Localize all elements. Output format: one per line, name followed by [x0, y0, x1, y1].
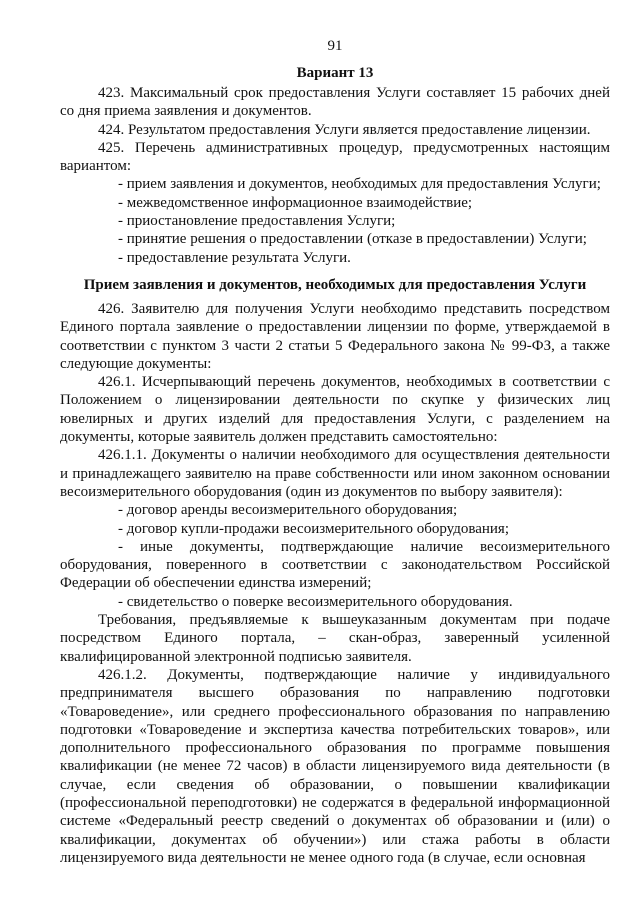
procedure-item: - принятие решения о предоставлении (отказе в предоставлении) Услуги;: [118, 231, 587, 248]
paragraph-425: 425. Перечень административных процедур, предусмотренных настоящим вариантом:: [60, 139, 610, 175]
paragraph-424: 424. Результатом предоставления Услуги является предоставление лицензии.: [98, 121, 591, 138]
requirements-paragraph: Требования, предъявляемые к вышеуказанным документам при подаче посредством Единого портала, – скан-образ, заверенный усиленной квалифицированной электронной подписью заявителя.: [60, 612, 610, 665]
paragraph-426-1-1: 426.1.1. Документы о наличии необходимого для осуществления деятельности и принадлежащего заявителю на праве собственности или ином законном основании весоизмерительного оборудования (один из документов по выбору заявителя):: [60, 447, 610, 500]
paragraph-426-1-2: 426.1.2. Документы, подтверждающие наличие у индивидуального предпринимателя высшего образования по направлению подготовки «Товароведение», или среднего профессионального образования по направлению подготовки «Товароведение и экспертиза качества потребительских товаров», или дополнительного профессионального образования по программе повышения квалификации (не менее 72 часов) в области лицензируемого вида деятельности (в случае, если сведения об образовании, о повышении квалификации (профессиональной переподготовки) не содержатся в федеральной информационной системе «Федеральный реестр сведений о документах об образовании и (или) о квалификации, документах об обучении») или стажа работы в области лицензируемого вида деятельности не менее одного года (в случае, если основная: [60, 666, 610, 866]
paragraph-423: 423. Максимальный срок предоставления Услуги составляет 15 рабочих дней со дня приема заявления и документов.: [60, 85, 610, 120]
variant-heading: Вариант 13: [296, 65, 374, 81]
procedure-item: - прием заявления и документов, необходимых для предоставления Услуги;: [118, 176, 601, 193]
document-item: - свидетельство о поверке весоизмерительного оборудования.: [118, 593, 513, 610]
page-number: 91: [327, 38, 343, 54]
procedure-item: - предоставление результата Услуги.: [118, 249, 351, 266]
section-title: Прием заявления и документов, необходимых для предоставления Услуги: [83, 276, 587, 293]
procedure-item: - приостановление предоставления Услуги;: [118, 213, 396, 230]
document-item: - иные документы, подтверждающие наличие весоизмерительного оборудования, поверенного в соответствии с законодательством Российской Федерации об обеспечении единства измерений;: [60, 538, 610, 592]
paragraph-426-1: 426.1. Исчерпывающий перечень документов, необходимых в соответствии с Положением о лицензировании деятельности по скупке у физических лиц ювелирных и других изделий для предоставления Услуги, с разделением на документы, которые заявитель должен представить самостоятельно:: [60, 374, 610, 446]
procedure-item: - межведомственное информационное взаимодействие;: [118, 194, 473, 211]
document-item: - договор аренды весоизмерительного оборудования;: [118, 502, 458, 519]
document-item: - договор купли-продажи весоизмерительного оборудования;: [118, 520, 510, 537]
paragraph-426: 426. Заявителю для получения Услуги необходимо представить посредством Единого портала заявление о предоставлении лицензии по форме, утверждаемой в соответствии с пунктом 3 части 2 статьи 5 Федерального закона № 99-ФЗ, а также следующие документы:: [60, 300, 610, 372]
